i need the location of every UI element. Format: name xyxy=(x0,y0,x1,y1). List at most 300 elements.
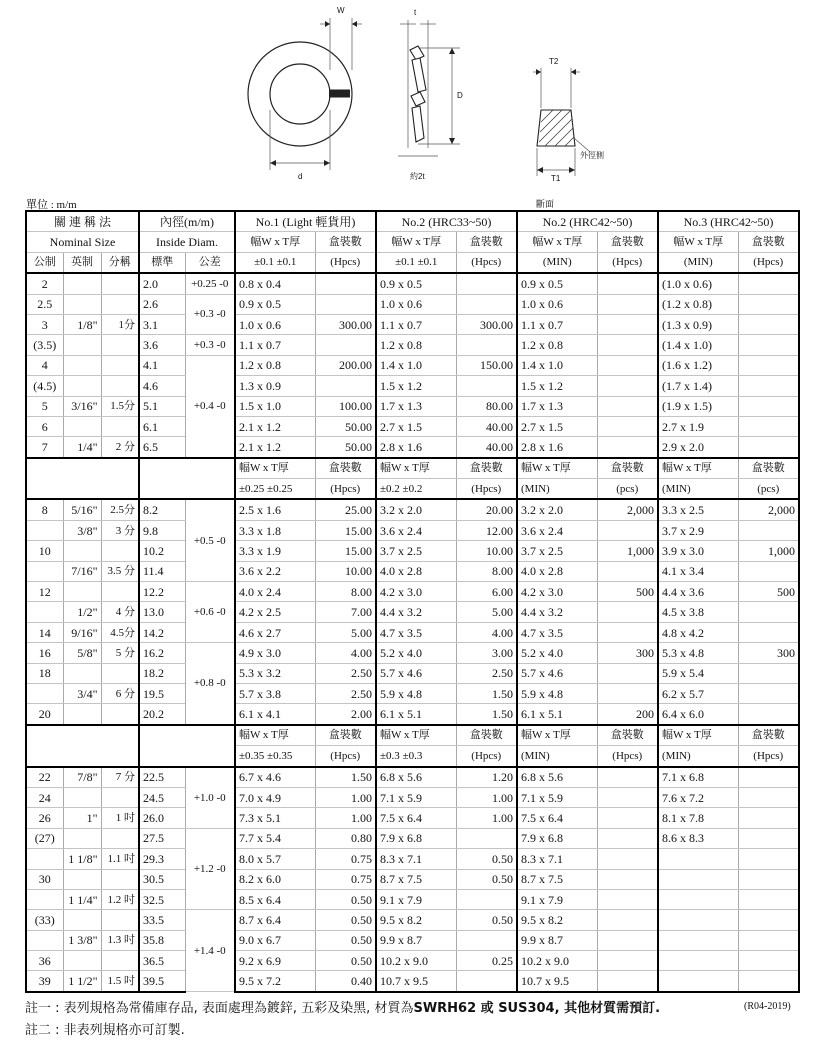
col-tol-no1: ±0.1 ±0.1 xyxy=(235,252,315,273)
sub-header-cell: (Hpcs) xyxy=(597,746,658,767)
no2a-qty-cell: 300.00 xyxy=(456,314,517,334)
no2b-size-cell: 7.9 x 6.8 xyxy=(517,828,597,848)
col-qty-no2b: (Hpcs) xyxy=(597,252,658,273)
no2a-qty-cell: 2.50 xyxy=(456,663,517,683)
no3-size-cell xyxy=(658,951,738,971)
fen-size-cell xyxy=(101,787,139,807)
no1-size-cell: 4.6 x 2.7 xyxy=(235,622,315,642)
imperial-size-cell: 7/8" xyxy=(63,767,101,788)
col-metric: 公制 xyxy=(26,252,63,273)
no3-size-cell: 4.1 x 3.4 xyxy=(658,561,738,581)
fen-size-cell: 1.3 吋 xyxy=(101,930,139,950)
no2a-size-cell: 4.2 x 3.0 xyxy=(376,582,456,602)
no2b-size-cell: 10.2 x 9.0 xyxy=(517,951,597,971)
no3-qty-cell xyxy=(738,273,799,294)
no2b-size-cell: 1.2 x 0.8 xyxy=(517,335,597,355)
no2b-qty-cell xyxy=(597,910,658,930)
fen-size-cell xyxy=(101,541,139,561)
no1-size-cell: 1.0 x 0.6 xyxy=(235,314,315,334)
no1-size-cell: 8.7 x 6.4 xyxy=(235,910,315,930)
imperial-size-cell: 5/8" xyxy=(63,643,101,663)
no3-size-cell: 2.9 x 2.0 xyxy=(658,437,738,458)
sub-header: 幅W x T厚 xyxy=(376,232,456,252)
tolerance-cell: +1.0 -0 xyxy=(185,767,235,829)
no2b-qty-cell xyxy=(597,767,658,788)
no3-qty-cell xyxy=(738,951,799,971)
tolerance-cell: +0.6 -0 xyxy=(185,582,235,643)
no2a-size-cell: 2.7 x 1.5 xyxy=(376,416,456,436)
table-row xyxy=(26,376,799,396)
no1-size-cell: 8.0 x 5.7 xyxy=(235,849,315,869)
no2b-qty-cell: 200 xyxy=(597,704,658,725)
no3-size-cell: 8.6 x 8.3 xyxy=(658,828,738,848)
sub-header: 盒裝數 xyxy=(456,232,517,252)
no3-qty-cell xyxy=(738,704,799,725)
no2a-qty-cell: 1.50 xyxy=(456,704,517,725)
imperial-size-cell xyxy=(63,335,101,355)
fen-size-cell xyxy=(101,910,139,930)
imperial-size-cell xyxy=(63,541,101,561)
table-row xyxy=(26,416,799,436)
inside-diameter-cell: 32.5 xyxy=(139,889,185,909)
table-row xyxy=(26,335,799,355)
sub-header-cell: 幅W x T厚 xyxy=(517,725,597,746)
no2a-qty-cell: 1.00 xyxy=(456,787,517,807)
no1-size-cell: 5.3 x 3.2 xyxy=(235,663,315,683)
inside-diameter-cell: 18.2 xyxy=(139,663,185,683)
no1-qty-cell: 15.00 xyxy=(315,520,376,540)
no2b-qty-cell xyxy=(597,294,658,314)
fen-size-cell xyxy=(101,376,139,396)
header-row-2 xyxy=(26,232,799,252)
col-fen: 分稱 xyxy=(101,252,139,273)
no2b-qty-cell xyxy=(597,622,658,642)
no1-qty-cell xyxy=(315,376,376,396)
no3-size-cell: (1.0 x 0.6) xyxy=(658,273,738,294)
t2-dim-label: T2 xyxy=(549,57,559,66)
no3-qty-cell xyxy=(738,520,799,540)
sub-header-cell: (MIN) xyxy=(658,746,738,767)
no2b-size-cell: 5.9 x 4.8 xyxy=(517,683,597,703)
no3-qty-cell xyxy=(738,849,799,869)
no3-qty-cell xyxy=(738,376,799,396)
sub-header-cell: 盒裝數 xyxy=(738,725,799,746)
no2a-qty-cell: 1.00 xyxy=(456,808,517,828)
no1-size-cell: 3.3 x 1.9 xyxy=(235,541,315,561)
sub-header-cell: (MIN) xyxy=(517,746,597,767)
table-row xyxy=(26,930,799,950)
tolerance-cell: +0.3 -0 xyxy=(185,294,235,335)
no3-size-cell: (1.6 x 1.2) xyxy=(658,355,738,375)
metric-size-cell: 3 xyxy=(26,314,63,334)
no2b-size-cell: 2.8 x 1.6 xyxy=(517,437,597,458)
sub-header-cell: 盒裝數 xyxy=(315,458,376,479)
fen-size-cell xyxy=(101,335,139,355)
no2a-size-cell: 1.2 x 0.8 xyxy=(376,335,456,355)
no3-size-cell: 4.8 x 4.2 xyxy=(658,622,738,642)
no1-size-cell: 8.5 x 6.4 xyxy=(235,889,315,909)
metric-size-cell: 14 xyxy=(26,622,63,642)
lock-washer-drawing xyxy=(0,0,822,200)
table-row xyxy=(26,767,799,788)
no3-qty-cell: 1,000 xyxy=(738,541,799,561)
no2a-size-cell: 1.1 x 0.7 xyxy=(376,314,456,334)
metric-size-cell: (4.5) xyxy=(26,376,63,396)
col-qty-no2a: (Hpcs) xyxy=(456,252,517,273)
no1-qty-cell: 50.00 xyxy=(315,437,376,458)
table-row xyxy=(26,951,799,971)
no1-size-cell: 1.2 x 0.8 xyxy=(235,355,315,375)
no2b-size-cell: 8.7 x 7.5 xyxy=(517,869,597,889)
no1-qty-cell: 10.00 xyxy=(315,561,376,581)
table-row xyxy=(26,910,799,930)
no2a-qty-cell xyxy=(456,335,517,355)
d-outer-dim-label: D xyxy=(457,91,463,100)
imperial-size-cell xyxy=(63,663,101,683)
table-row xyxy=(26,971,799,992)
no2b-qty-cell xyxy=(597,889,658,909)
note-2: 註二 : 非表列規格亦可訂製. xyxy=(25,1023,185,1038)
no1-size-cell: 6.1 x 4.1 xyxy=(235,704,315,725)
no3-size-cell xyxy=(658,889,738,909)
inside-diam-header-zh: 內徑(m/m) xyxy=(139,211,235,232)
no2b-qty-cell: 500 xyxy=(597,582,658,602)
imperial-size-cell xyxy=(63,294,101,314)
fen-size-cell: 3 分 xyxy=(101,520,139,540)
fen-size-cell: 2.5分 xyxy=(101,499,139,520)
no1-qty-cell: 1.50 xyxy=(315,767,376,788)
inside-diameter-cell: 24.5 xyxy=(139,787,185,807)
no3-qty-cell xyxy=(738,561,799,581)
no2b-qty-cell: 300 xyxy=(597,643,658,663)
no2a-size-cell: 7.5 x 6.4 xyxy=(376,808,456,828)
metric-size-cell: 8 xyxy=(26,499,63,520)
no1-size-cell: 4.9 x 3.0 xyxy=(235,643,315,663)
inside-diameter-cell: 20.2 xyxy=(139,704,185,725)
no2b-qty-cell xyxy=(597,808,658,828)
fen-size-cell: 1.5 吋 xyxy=(101,971,139,992)
metric-size-cell xyxy=(26,930,63,950)
header-row-3 xyxy=(26,252,799,273)
no1-size-cell: 2.5 x 1.6 xyxy=(235,499,315,520)
no3-size-cell: 7.6 x 7.2 xyxy=(658,787,738,807)
imperial-size-cell xyxy=(63,951,101,971)
sub-header-cell: 盒裝數 xyxy=(738,458,799,479)
metric-size-cell: 7 xyxy=(26,437,63,458)
no1-size-cell: 7.0 x 4.9 xyxy=(235,787,315,807)
no1-size-cell: 2.1 x 1.2 xyxy=(235,416,315,436)
fen-size-cell: 1.5分 xyxy=(101,396,139,416)
no3-qty-cell xyxy=(738,314,799,334)
inside-diameter-cell: 13.0 xyxy=(139,602,185,622)
no3-qty-cell xyxy=(738,869,799,889)
no2b-size-cell: 0.9 x 0.5 xyxy=(517,273,597,294)
metric-size-cell: 10 xyxy=(26,541,63,561)
metric-size-cell: 2.5 xyxy=(26,294,63,314)
no2a-qty-cell xyxy=(456,828,517,848)
no1-size-cell: 3.3 x 1.8 xyxy=(235,520,315,540)
no2b-qty-cell xyxy=(597,869,658,889)
imperial-size-cell: 7/16" xyxy=(63,561,101,581)
table-row xyxy=(26,541,799,561)
inside-diameter-cell: 3.1 xyxy=(139,314,185,334)
no1-qty-cell: 8.00 xyxy=(315,582,376,602)
col-standard: 標準 xyxy=(139,252,185,273)
approx-2t-label: 約2t xyxy=(410,172,425,181)
no3-qty-cell xyxy=(738,787,799,807)
imperial-size-cell xyxy=(63,869,101,889)
no3-size-cell: (1.2 x 0.8) xyxy=(658,294,738,314)
tolerance-cell: +1.2 -0 xyxy=(185,828,235,910)
no2b-size-cell: 1.0 x 0.6 xyxy=(517,294,597,314)
col-min-no2b: (MIN) xyxy=(517,252,597,273)
no2a-size-cell: 10.2 x 9.0 xyxy=(376,951,456,971)
no2b-qty-cell xyxy=(597,396,658,416)
metric-size-cell xyxy=(26,889,63,909)
fen-size-cell: 2 分 xyxy=(101,437,139,458)
no2a-qty-cell: 40.00 xyxy=(456,437,517,458)
nominal-size-header-en: Nominal Size xyxy=(26,232,139,252)
no3-size-cell: 6.4 x 6.0 xyxy=(658,704,738,725)
metric-size-cell: (27) xyxy=(26,828,63,848)
no1-qty-cell: 4.00 xyxy=(315,643,376,663)
no2b-size-cell: 6.8 x 5.6 xyxy=(517,767,597,788)
table-row xyxy=(26,808,799,828)
no1-header: No.1 (Light 輕貨用) xyxy=(235,211,376,232)
fen-size-cell xyxy=(101,951,139,971)
sub-header-row xyxy=(26,458,799,479)
no2b-size-cell: 9.9 x 8.7 xyxy=(517,930,597,950)
table-row xyxy=(26,582,799,602)
sub-header-cell: 幅W x T厚 xyxy=(376,725,456,746)
no2a-qty-cell: 150.00 xyxy=(456,355,517,375)
no2b-size-cell: 1.7 x 1.3 xyxy=(517,396,597,416)
no1-size-cell: 7.7 x 5.4 xyxy=(235,828,315,848)
d-dim-label: d xyxy=(298,172,303,181)
no1-qty-cell: 15.00 xyxy=(315,541,376,561)
no2a-qty-cell: 5.00 xyxy=(456,602,517,622)
no1-qty-cell: 0.40 xyxy=(315,971,376,992)
no1-qty-cell: 0.50 xyxy=(315,951,376,971)
no2a-qty-cell: 3.00 xyxy=(456,643,517,663)
imperial-size-cell: 1/2" xyxy=(63,602,101,622)
no1-size-cell: 3.6 x 2.2 xyxy=(235,561,315,581)
no3-size-cell xyxy=(658,910,738,930)
no2a-qty-cell: 6.00 xyxy=(456,582,517,602)
note-1 xyxy=(25,997,660,1016)
note-1-material: SWRH62 或 SUS304, 其他材質需預訂. xyxy=(413,1001,661,1016)
metric-size-cell: 18 xyxy=(26,663,63,683)
fen-size-cell xyxy=(101,869,139,889)
inside-diameter-cell: 2.6 xyxy=(139,294,185,314)
no1-size-cell: 6.7 x 4.6 xyxy=(235,767,315,788)
no2b-size-cell: 1.5 x 1.2 xyxy=(517,376,597,396)
no1-qty-cell: 1.00 xyxy=(315,787,376,807)
imperial-size-cell xyxy=(63,582,101,602)
no2a-size-cell: 5.9 x 4.8 xyxy=(376,683,456,703)
no2a-size-cell: 1.0 x 0.6 xyxy=(376,294,456,314)
no3-size-cell: (1.9 x 1.5) xyxy=(658,396,738,416)
no2b-qty-cell xyxy=(597,971,658,992)
no2b-qty-cell xyxy=(597,416,658,436)
sub-header: 幅W x T厚 xyxy=(517,232,597,252)
table-row xyxy=(26,787,799,807)
no3-qty-cell xyxy=(738,355,799,375)
no2a-size-cell: 4.4 x 3.2 xyxy=(376,602,456,622)
inside-diameter-cell: 33.5 xyxy=(139,910,185,930)
col-min-no3: (MIN) xyxy=(658,252,738,273)
table-row xyxy=(26,499,799,520)
metric-size-cell xyxy=(26,561,63,581)
no1-qty-cell: 0.80 xyxy=(315,828,376,848)
inside-diameter-cell: 6.1 xyxy=(139,416,185,436)
fen-size-cell: 4 分 xyxy=(101,602,139,622)
no2a-qty-cell: 0.25 xyxy=(456,951,517,971)
sub-header-cell: (Hpcs) xyxy=(315,746,376,767)
no2a-size-cell: 2.8 x 1.6 xyxy=(376,437,456,458)
inside-diameter-cell: 30.5 xyxy=(139,869,185,889)
imperial-size-cell: 3/8" xyxy=(63,520,101,540)
inside-diameter-cell: 12.2 xyxy=(139,582,185,602)
table-row xyxy=(26,849,799,869)
imperial-size-cell xyxy=(63,376,101,396)
col-qty-no3: (Hpcs) xyxy=(738,252,799,273)
no2a-qty-cell: 0.50 xyxy=(456,910,517,930)
table-row xyxy=(26,869,799,889)
no2a-qty-cell xyxy=(456,889,517,909)
doc-code: (R04-2019) xyxy=(744,1001,791,1012)
no1-size-cell: 9.2 x 6.9 xyxy=(235,951,315,971)
imperial-size-cell: 3/4" xyxy=(63,683,101,703)
no2b-qty-cell xyxy=(597,376,658,396)
metric-size-cell: 6 xyxy=(26,416,63,436)
sub-header-cell: 盒裝數 xyxy=(456,725,517,746)
inside-diameter-cell: 26.0 xyxy=(139,808,185,828)
no1-size-cell: 8.2 x 6.0 xyxy=(235,869,315,889)
no2b-size-cell: 9.5 x 8.2 xyxy=(517,910,597,930)
no1-size-cell: 9.0 x 6.7 xyxy=(235,930,315,950)
sub-header-cell: 幅W x T厚 xyxy=(235,458,315,479)
metric-size-cell: 24 xyxy=(26,787,63,807)
tolerance-cell: +0.3 -0 xyxy=(185,335,235,355)
sub-header-cell: 盒裝數 xyxy=(456,458,517,479)
sub-header: 幅W x T厚 xyxy=(235,232,315,252)
no3-qty-cell: 2,000 xyxy=(738,499,799,520)
no3-qty-cell xyxy=(738,396,799,416)
no1-qty-cell xyxy=(315,294,376,314)
no2b-size-cell: 4.7 x 3.5 xyxy=(517,622,597,642)
blank-cell xyxy=(139,458,235,500)
no2b-qty-cell xyxy=(597,437,658,458)
sub-header-cell: (pcs) xyxy=(738,479,799,500)
no2a-size-cell: 1.7 x 1.3 xyxy=(376,396,456,416)
blank-cell xyxy=(26,458,139,500)
fen-size-cell: 4.5分 xyxy=(101,622,139,642)
tolerance-cell: +0.8 -0 xyxy=(185,643,235,725)
no1-size-cell: 2.1 x 1.2 xyxy=(235,437,315,458)
metric-size-cell: (33) xyxy=(26,910,63,930)
no3-qty-cell xyxy=(738,971,799,992)
table-row xyxy=(26,561,799,581)
sub-header-row xyxy=(26,725,799,746)
inside-diameter-cell: 39.5 xyxy=(139,971,185,992)
metric-size-cell: 16 xyxy=(26,643,63,663)
no1-qty-cell: 2.00 xyxy=(315,704,376,725)
inside-diameter-cell: 8.2 xyxy=(139,499,185,520)
no1-qty-cell: 200.00 xyxy=(315,355,376,375)
sub-header-cell: 幅W x T厚 xyxy=(658,458,738,479)
tolerance-cell: +0.5 -0 xyxy=(185,499,235,581)
metric-size-cell xyxy=(26,683,63,703)
inside-diameter-cell: 10.2 xyxy=(139,541,185,561)
no1-size-cell: 5.7 x 3.8 xyxy=(235,683,315,703)
tolerance-cell: +0.4 -0 xyxy=(185,355,235,457)
no2a-qty-cell: 40.00 xyxy=(456,416,517,436)
fen-size-cell: 1 吋 xyxy=(101,808,139,828)
sub-header: 盒裝數 xyxy=(315,232,376,252)
metric-size-cell: (3.5) xyxy=(26,335,63,355)
blank-cell xyxy=(139,725,235,767)
no3-size-cell: 3.3 x 2.5 xyxy=(658,499,738,520)
metric-size-cell xyxy=(26,849,63,869)
sub-header-cell: (Hpcs) xyxy=(315,479,376,500)
no1-qty-cell xyxy=(315,335,376,355)
inside-diameter-cell: 11.4 xyxy=(139,561,185,581)
no3-qty-cell xyxy=(738,767,799,788)
inside-diameter-cell: 29.3 xyxy=(139,849,185,869)
sub-header-cell: (MIN) xyxy=(658,479,738,500)
no3-size-cell: 3.7 x 2.9 xyxy=(658,520,738,540)
no2a-qty-cell: 0.50 xyxy=(456,869,517,889)
sub-header-cell: (pcs) xyxy=(597,479,658,500)
no3-qty-cell xyxy=(738,663,799,683)
no2a-size-cell: 6.1 x 5.1 xyxy=(376,704,456,725)
no1-size-cell: 1.3 x 0.9 xyxy=(235,376,315,396)
no3-size-cell xyxy=(658,971,738,992)
unit-label: 單位 : m/m xyxy=(26,199,77,211)
no2a-size-cell: 5.7 x 4.6 xyxy=(376,663,456,683)
no1-size-cell: 1.5 x 1.0 xyxy=(235,396,315,416)
fen-size-cell xyxy=(101,416,139,436)
inside-diameter-cell: 3.6 xyxy=(139,335,185,355)
fen-size-cell xyxy=(101,355,139,375)
fen-size-cell: 1.1 吋 xyxy=(101,849,139,869)
table-row xyxy=(26,889,799,909)
no2b-size-cell: 4.2 x 3.0 xyxy=(517,582,597,602)
no2a-size-cell: 10.7 x 9.5 xyxy=(376,971,456,992)
metric-size-cell: 20 xyxy=(26,704,63,725)
no2b-qty-cell xyxy=(597,314,658,334)
no2a-qty-cell xyxy=(456,273,517,294)
t-dim-label: t xyxy=(414,8,417,17)
metric-size-cell: 2 xyxy=(26,273,63,294)
note-1-text: 註一 : 表列規格為常備庫存品, 表面處理為鍍鋅, 五彩及染黑, 材質為 xyxy=(25,1001,414,1016)
no1-qty-cell: 5.00 xyxy=(315,622,376,642)
no2b-size-cell: 8.3 x 7.1 xyxy=(517,849,597,869)
col-imperial: 英制 xyxy=(63,252,101,273)
no3-size-cell: 7.1 x 6.8 xyxy=(658,767,738,788)
inside-diameter-cell: 35.8 xyxy=(139,930,185,950)
no2a-size-cell: 5.2 x 4.0 xyxy=(376,643,456,663)
no1-size-cell: 1.1 x 0.7 xyxy=(235,335,315,355)
inside-diameter-cell: 16.2 xyxy=(139,643,185,663)
sub-header: 盒裝數 xyxy=(738,232,799,252)
no2a-size-cell: 0.9 x 0.5 xyxy=(376,273,456,294)
no1-qty-cell: 0.50 xyxy=(315,889,376,909)
no1-qty-cell: 7.00 xyxy=(315,602,376,622)
no3-qty-cell xyxy=(738,294,799,314)
table-row xyxy=(26,294,799,314)
